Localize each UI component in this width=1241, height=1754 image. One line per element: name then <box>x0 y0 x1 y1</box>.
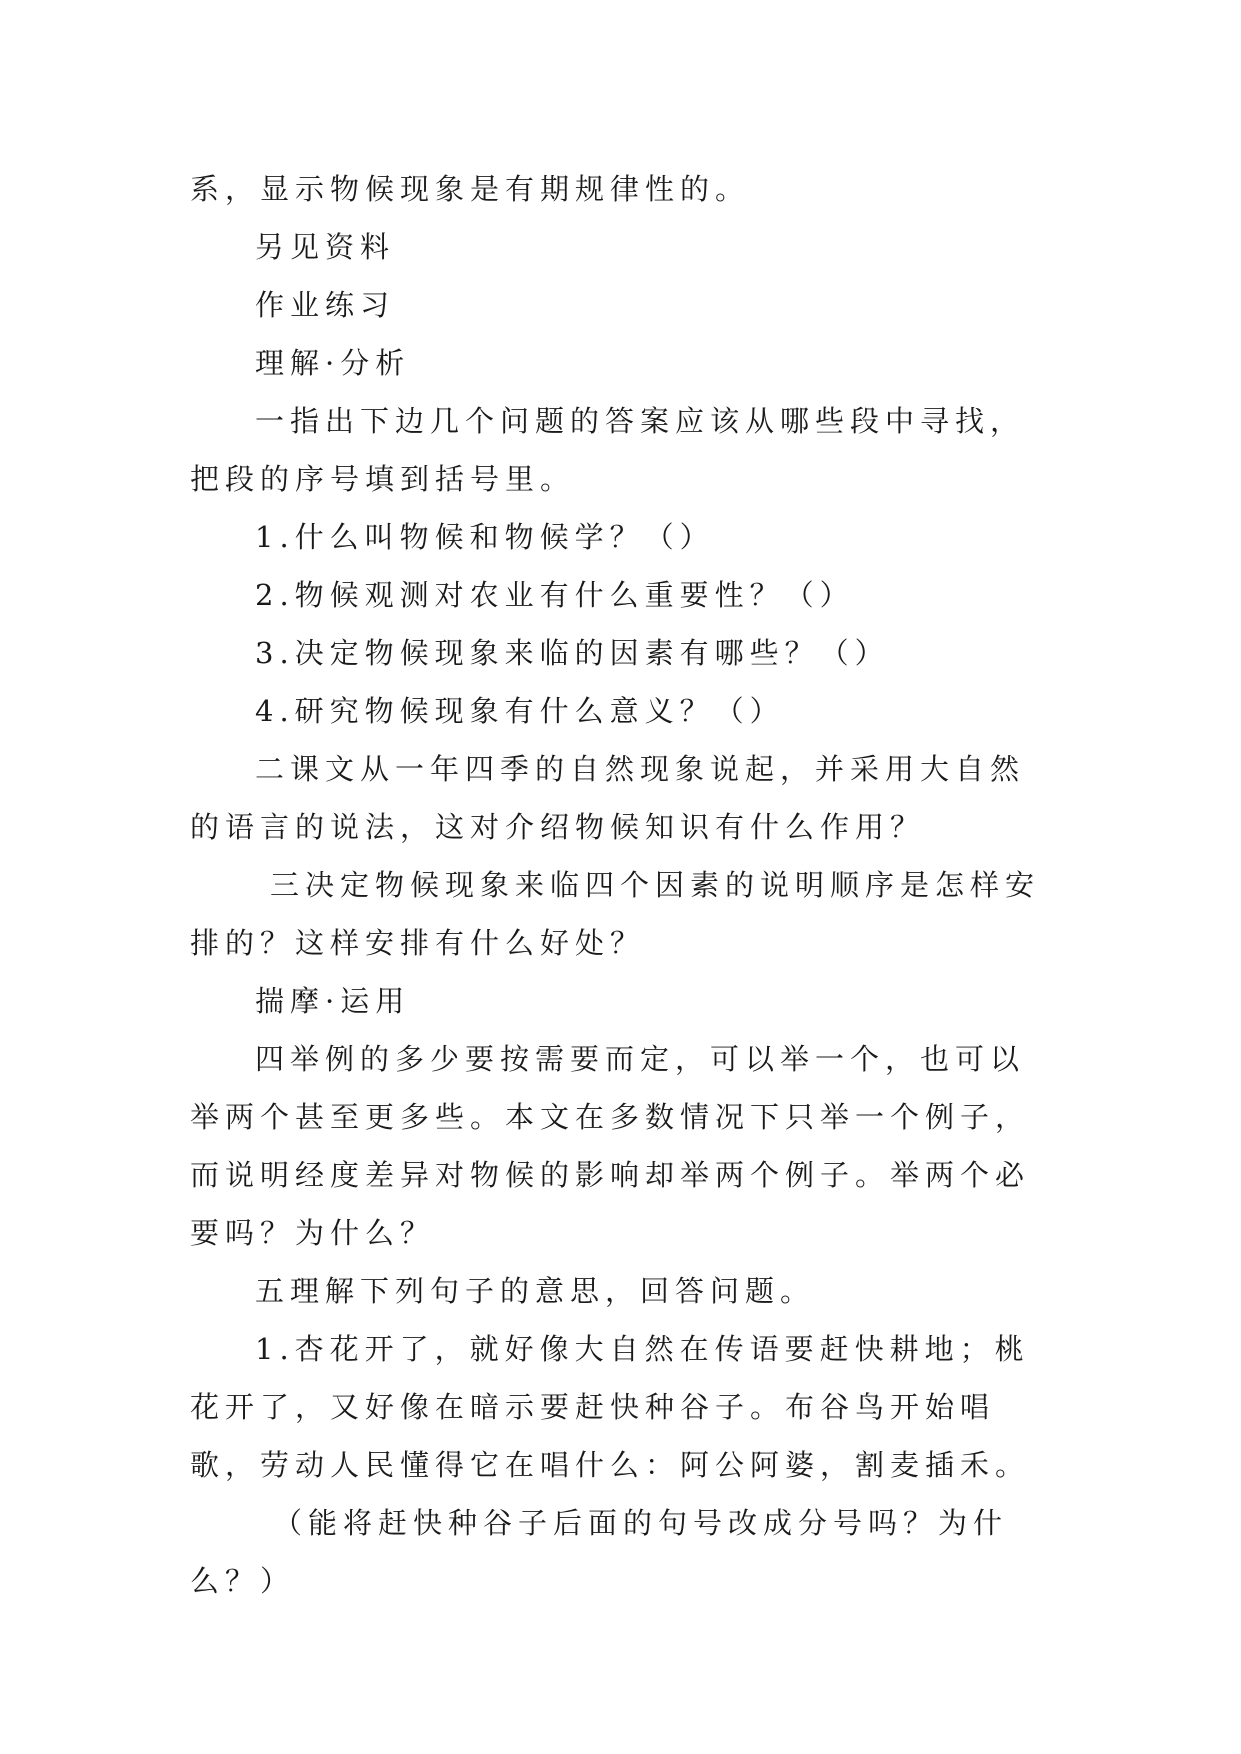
question-one-item-1: 1.什么叫物候和物候学？（） <box>255 520 715 554</box>
question-one: 一指出下边几个问题的答案应该从哪些段中寻找，把段的序号填到括号里。 <box>190 404 1026 496</box>
question-three: 三决定物候现象来临四个因素的说明顺序是怎样安排的？这样安排有什么好处？ <box>190 868 1041 960</box>
question-four: 四举例的多少要按需要而定，可以举一个，也可以举两个甚至更多些。本文在多数情况下只举一个例子，而说明经度差异对物候的影响却举两个例子。举两个必要吗？为什么？ <box>190 1042 1031 1250</box>
question-five-item-1: 1.杏花开了，就好像大自然在传语要赶快耕地；桃花开了，又好像在暗示要赶快种谷子。布谷鸟开始唱歌，劳动人民懂得它在唱什么：阿公阿婆，割麦插禾。 <box>190 1332 1031 1482</box>
paragraph-continuation: 系，显示物候现象是有期规律性的。 <box>190 172 751 206</box>
paragraph-see-materials: 另见资料 <box>255 230 396 264</box>
question-two: 二课文从一年四季的自然现象说起，并采用大自然的语言的说法，这对介绍物候知识有什么作用？ <box>190 752 1026 844</box>
question-one-item-3: 3.决定物候现象来临的因素有哪些？（） <box>255 636 890 670</box>
question-five: 五理解下列句子的意思，回答问题。 <box>255 1274 816 1308</box>
heading-understanding-analysis: 理解·分析 <box>255 346 411 380</box>
question-one-item-4: 4.研究物候现象有什么意义？（） <box>255 694 785 728</box>
heading-exercises: 作业练习 <box>255 288 396 322</box>
question-one-item-2: 2.物候观测对农业有什么重要性？（） <box>255 578 855 612</box>
document-page <box>190 160 1052 1610</box>
question-five-item-1-note: （能将赶快种谷子后面的句号改成分号吗？为什么？） <box>190 1506 1009 1598</box>
heading-practice-application: 揣摩·运用 <box>255 984 411 1018</box>
